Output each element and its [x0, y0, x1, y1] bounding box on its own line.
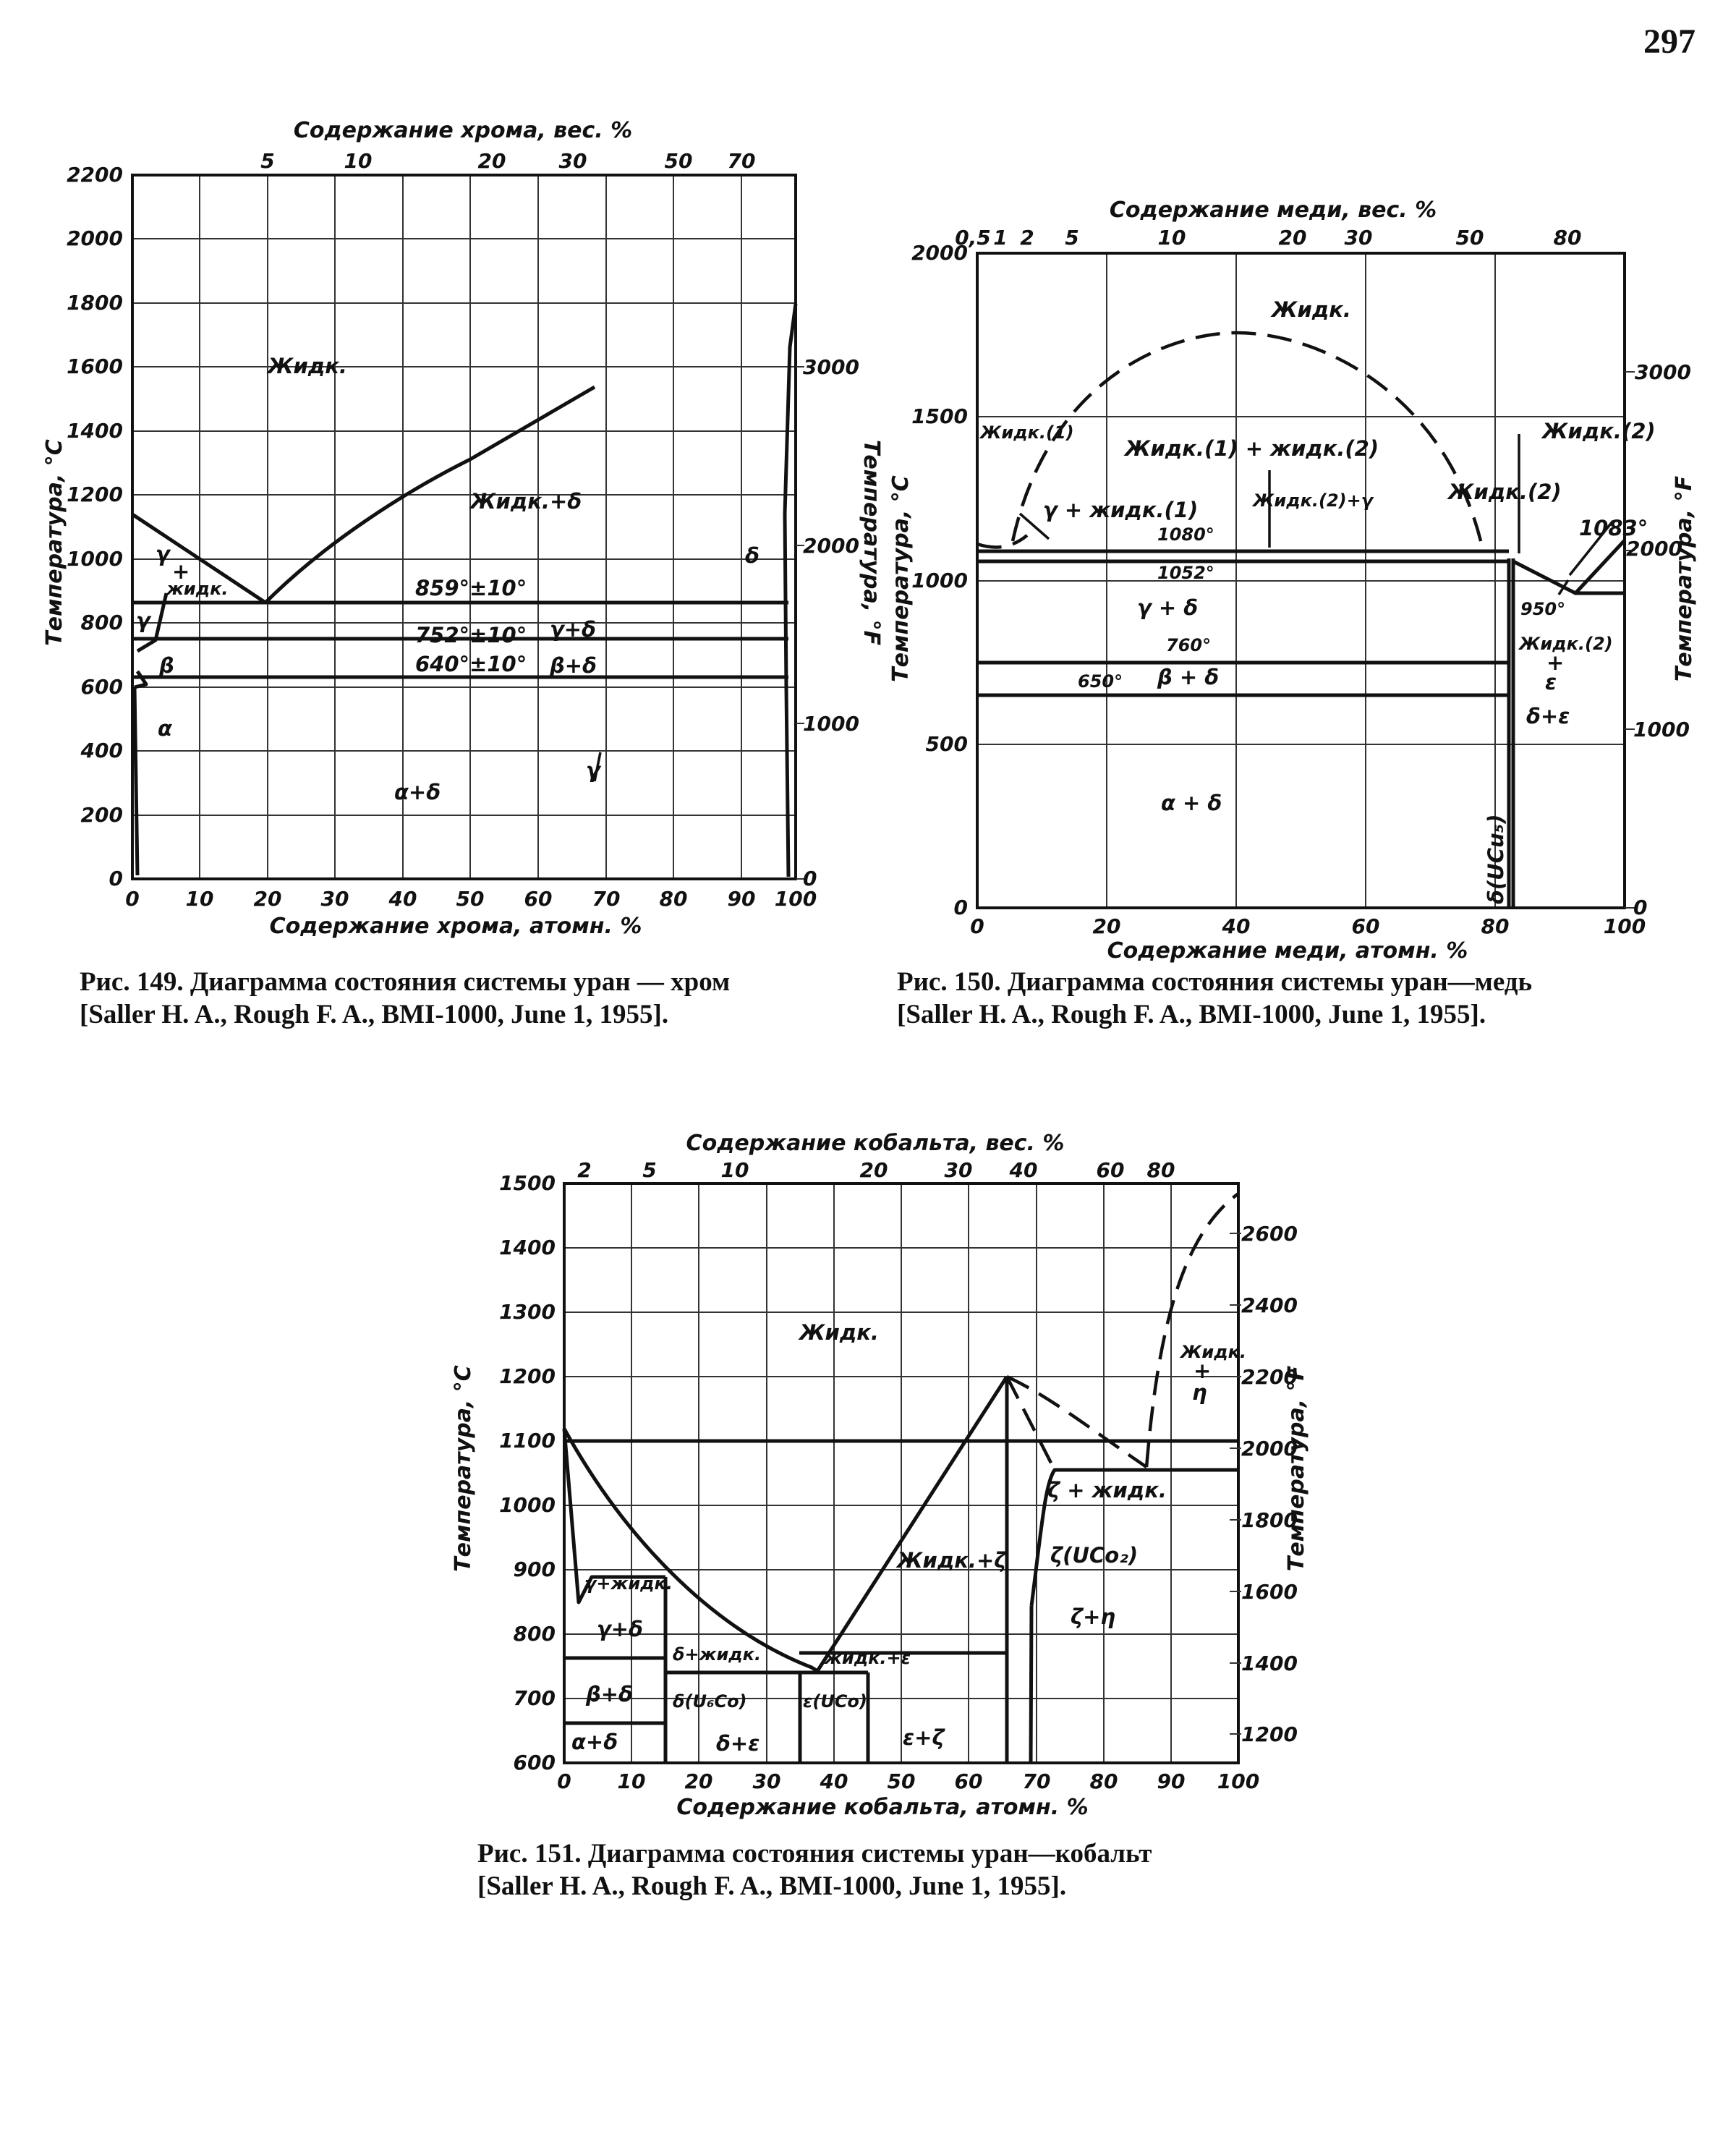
bottom-tick: 30 — [752, 1769, 781, 1793]
left-tick: 1800 — [67, 291, 123, 315]
region-label: 950° — [1520, 599, 1566, 619]
region-label: α + δ — [1161, 791, 1222, 815]
region-label: Жидк. — [799, 1320, 879, 1345]
left-tick: 1000 — [499, 1493, 556, 1517]
top-tick: 5 — [642, 1158, 657, 1182]
top-axis-label: Содержание хрома, вес. % — [293, 118, 633, 143]
bottom-tick: 80 — [1481, 914, 1510, 938]
left-ticks — [911, 241, 968, 919]
region-label: Жидк.(1) + жидк.(2) — [1125, 436, 1379, 461]
top-tick: 60 — [1096, 1158, 1125, 1182]
top-tick: 80 — [1553, 226, 1582, 250]
region-label: γ+δ — [597, 1617, 643, 1641]
left-ticks — [67, 163, 123, 890]
region-label: 650° — [1078, 671, 1123, 692]
left-tick: 1500 — [499, 1171, 556, 1195]
region-label: Жидк.(2) — [1519, 634, 1613, 654]
bottom-axis-label: Содержание меди, атомн. % — [1107, 938, 1468, 964]
region-label: Жидк.(2) — [1448, 480, 1562, 504]
left-tick: 2000 — [67, 226, 123, 250]
top-axis-label: Содержание меди, вес. % — [1109, 197, 1437, 223]
bottom-tick: 40 — [388, 887, 417, 911]
bottom-tick: 100 — [1603, 914, 1646, 938]
region-label: γ + δ — [1137, 595, 1199, 620]
bottom-tick: 10 — [617, 1769, 646, 1793]
bottom-tick: 70 — [592, 887, 621, 911]
region-label: β — [159, 653, 174, 678]
region-label: 752°±10° — [415, 623, 527, 647]
left-tick: 2200 — [67, 163, 123, 187]
region-label: жидк.+ε — [825, 1648, 911, 1668]
region-label: ζ+η — [1071, 1604, 1116, 1629]
top-tick: 80 — [1146, 1158, 1175, 1182]
right-tick: 2600 — [1241, 1222, 1298, 1246]
figure-150 — [882, 188, 1722, 962]
bottom-tick: 90 — [727, 887, 756, 911]
region-label: Жидк.(2) — [1542, 419, 1656, 443]
region-label: γ + жидк.(1) — [1043, 498, 1199, 522]
region-label: δ+ε — [716, 1731, 760, 1756]
top-tick: 20 — [477, 149, 506, 173]
left-tick: 600 — [80, 675, 123, 699]
right-tick: 2000 — [1241, 1437, 1298, 1461]
top-tick: 2 — [1020, 226, 1034, 250]
region-label: ε+ζ — [903, 1725, 945, 1750]
region-label: δ+жидк. — [673, 1644, 762, 1665]
right-tick: 1400 — [1241, 1651, 1298, 1675]
left-tick: 1000 — [67, 547, 123, 571]
region-label: δ — [745, 543, 760, 568]
caption-line: Рис. 151. Диаграмма состояния системы уран—кобальт — [477, 1839, 1152, 1869]
top-ticks — [955, 226, 1581, 250]
left-tick: 600 — [513, 1751, 556, 1774]
top-tick: 70 — [727, 149, 756, 173]
plot-frame — [132, 175, 796, 879]
bottom-ticks — [970, 914, 1646, 938]
left-tick: 0 — [109, 867, 123, 890]
right-tick: 3000 — [1635, 360, 1691, 384]
left-axis-label: Температура, °С — [451, 1365, 476, 1572]
left-tick: 1300 — [499, 1300, 556, 1324]
top-tick: 50 — [664, 149, 693, 173]
bottom-tick: 20 — [1092, 914, 1121, 938]
phase-lines — [977, 333, 1625, 908]
right-axis-label: Температура, °F — [1284, 1365, 1309, 1572]
bottom-tick: 50 — [456, 887, 485, 911]
left-tick: 1100 — [499, 1429, 556, 1453]
right-tick: 1000 — [1633, 718, 1690, 741]
bottom-ticks — [557, 1769, 1259, 1793]
top-tick: 10 — [720, 1158, 749, 1182]
right-axis-label: Температура, °F — [859, 439, 884, 646]
region-label: γ+δ — [550, 617, 596, 642]
top-ticks — [260, 149, 755, 173]
left-tick: 700 — [513, 1686, 556, 1710]
bottom-tick: 90 — [1157, 1769, 1186, 1793]
left-tick: 200 — [80, 803, 123, 827]
bottom-tick: 100 — [774, 887, 817, 911]
right-tick: 2000 — [803, 534, 859, 558]
region-label: γ — [136, 608, 150, 633]
bottom-tick: 40 — [1222, 914, 1251, 938]
region-label: δ(UCu₅) — [1484, 814, 1508, 904]
left-tick: 1000 — [911, 569, 968, 592]
region-label: Жидк. — [1180, 1342, 1246, 1362]
caption-fig149 — [80, 966, 882, 1031]
bottom-tick: 10 — [185, 887, 214, 911]
region-label: 1052° — [1157, 563, 1214, 583]
region-label: 640°±10° — [415, 652, 527, 676]
region-label: Жидк.+δ — [470, 489, 582, 514]
caption-line: Рис. 149. Диаграмма состояния системы уран — хром — [80, 967, 731, 997]
right-tick: 2000 — [1626, 537, 1682, 561]
top-tick: 5 — [260, 149, 275, 173]
right-tick: 1200 — [1241, 1722, 1298, 1746]
bottom-tick: 0 — [970, 914, 984, 938]
region-label: + — [1194, 1359, 1212, 1383]
bottom-tick: 20 — [684, 1769, 713, 1793]
right-tick: 2200 — [1241, 1365, 1298, 1389]
left-tick: 0 — [953, 896, 968, 919]
right-tick: 0 — [1633, 896, 1648, 919]
region-label: ζ + жидк. — [1047, 1478, 1167, 1502]
phase-labels — [571, 1320, 1246, 1756]
left-ticks — [499, 1171, 556, 1774]
caption-line: [Saller H. A., Rough F. A., BMI-1000, June 1, 1955]. — [897, 1000, 1486, 1029]
top-tick: 50 — [1455, 226, 1484, 250]
left-tick: 1400 — [67, 419, 123, 443]
left-tick: 1200 — [67, 483, 123, 506]
region-label: β+δ — [550, 653, 597, 678]
left-tick: 400 — [80, 739, 123, 762]
top-tick: 30 — [944, 1158, 973, 1182]
right-tick: 2400 — [1241, 1293, 1298, 1317]
left-tick: 1500 — [911, 404, 968, 428]
bottom-tick: 50 — [887, 1769, 916, 1793]
region-label: ε — [1545, 670, 1557, 694]
left-tick: 800 — [80, 611, 123, 634]
left-axis-label: Температура, °С — [42, 439, 67, 646]
bottom-tick: 0 — [125, 887, 140, 911]
region-label: β + δ — [1157, 665, 1220, 689]
caption-fig151 — [477, 1837, 1288, 1903]
region-label: Жидк.(1) — [980, 422, 1074, 443]
top-tick: 30 — [558, 149, 587, 173]
bottom-tick: 60 — [1351, 914, 1380, 938]
left-axis-label: Температура, °С — [888, 475, 914, 682]
bottom-ticks — [125, 887, 817, 911]
bottom-tick: 20 — [253, 887, 282, 911]
bottom-axis-label: Содержание кобальта, атомн. % — [676, 1795, 1089, 1820]
right-tick: 1000 — [803, 712, 859, 736]
figure-151 — [434, 1121, 1316, 1830]
bottom-tick: 80 — [1089, 1769, 1118, 1793]
left-tick: 1600 — [67, 354, 123, 378]
bottom-tick: 60 — [524, 887, 553, 911]
right-tick: 1800 — [1241, 1508, 1298, 1532]
region-label: γ+жидк. — [584, 1573, 673, 1594]
region-label: γ — [586, 758, 600, 783]
region-label: жидк. — [166, 579, 229, 599]
bottom-tick: 100 — [1217, 1769, 1260, 1793]
region-label: Жидк.(2)+γ — [1253, 490, 1374, 511]
right-tick: 3000 — [803, 355, 859, 379]
top-tick: 20 — [1278, 226, 1307, 250]
left-tick: 1200 — [499, 1364, 556, 1388]
bottom-tick: 70 — [1022, 1769, 1051, 1793]
grid — [977, 253, 1625, 908]
left-tick: 2000 — [911, 241, 968, 265]
grid — [132, 175, 796, 879]
region-label: + — [172, 559, 190, 584]
region-label: 760° — [1166, 635, 1212, 655]
top-tick: 40 — [1009, 1158, 1038, 1182]
region-label: + — [1546, 650, 1565, 675]
left-tick: 1400 — [499, 1236, 556, 1259]
region-label: Жидк.+ζ — [897, 1548, 1007, 1573]
region-label: Жидк. — [1272, 297, 1351, 322]
top-tick: 10 — [1157, 226, 1186, 250]
right-tick: 0 — [803, 867, 817, 890]
page-number: 297 — [1643, 22, 1695, 61]
region-label: α — [158, 716, 172, 741]
region-label: 1080° — [1157, 524, 1214, 545]
top-tick: 30 — [1344, 226, 1373, 250]
region-label: α+δ — [571, 1730, 618, 1754]
region-label: ε(UCo) — [803, 1691, 867, 1712]
top-axis-label: Содержание кобальта, вес. % — [686, 1131, 1065, 1156]
right-axis-label: Температура, °F — [1672, 475, 1697, 682]
top-tick: 2 — [577, 1158, 592, 1182]
caption-line: Рис. 150. Диаграмма состояния системы уран—медь — [897, 967, 1533, 997]
region-label: 859°±10° — [415, 576, 527, 600]
caption-fig150 — [897, 966, 1700, 1031]
phase-labels — [979, 297, 1656, 904]
bottom-tick: 60 — [954, 1769, 983, 1793]
right-ticks — [796, 355, 859, 890]
top-ticks — [577, 1158, 1175, 1182]
figure-149 — [0, 109, 904, 962]
left-tick: 800 — [513, 1622, 556, 1646]
region-label: δ+ε — [1526, 704, 1570, 728]
caption-line: [Saller H. A., Rough F. A., BMI-1000, June 1, 1955]. — [80, 1000, 669, 1029]
left-tick: 900 — [513, 1557, 556, 1581]
region-label: β+δ — [586, 1682, 633, 1706]
bottom-tick: 40 — [820, 1769, 848, 1793]
region-label: ζ(UCo₂) — [1050, 1543, 1139, 1568]
bottom-tick: 30 — [320, 887, 349, 911]
caption-line: [Saller H. A., Rough F. A., BMI-1000, June 1, 1955]. — [477, 1871, 1067, 1901]
top-tick: 5 — [1065, 226, 1079, 250]
bottom-tick: 80 — [659, 887, 688, 911]
left-tick: 500 — [925, 732, 968, 756]
region-label: α+δ — [394, 780, 441, 804]
top-tick: 0,5 — [955, 226, 991, 250]
top-tick: 10 — [344, 149, 373, 173]
top-tick: 1 — [993, 226, 1008, 250]
region-label: Жидк. — [268, 354, 347, 378]
region-label: 1083° — [1579, 516, 1648, 540]
bottom-tick: 0 — [557, 1769, 571, 1793]
bottom-axis-label: Содержание хрома, атомн. % — [269, 914, 642, 939]
region-label: γ — [156, 542, 170, 566]
region-label: η — [1192, 1380, 1207, 1405]
region-label: δ(U₆Co) — [673, 1691, 747, 1712]
right-tick: 1600 — [1241, 1580, 1298, 1604]
top-tick: 20 — [859, 1158, 888, 1182]
